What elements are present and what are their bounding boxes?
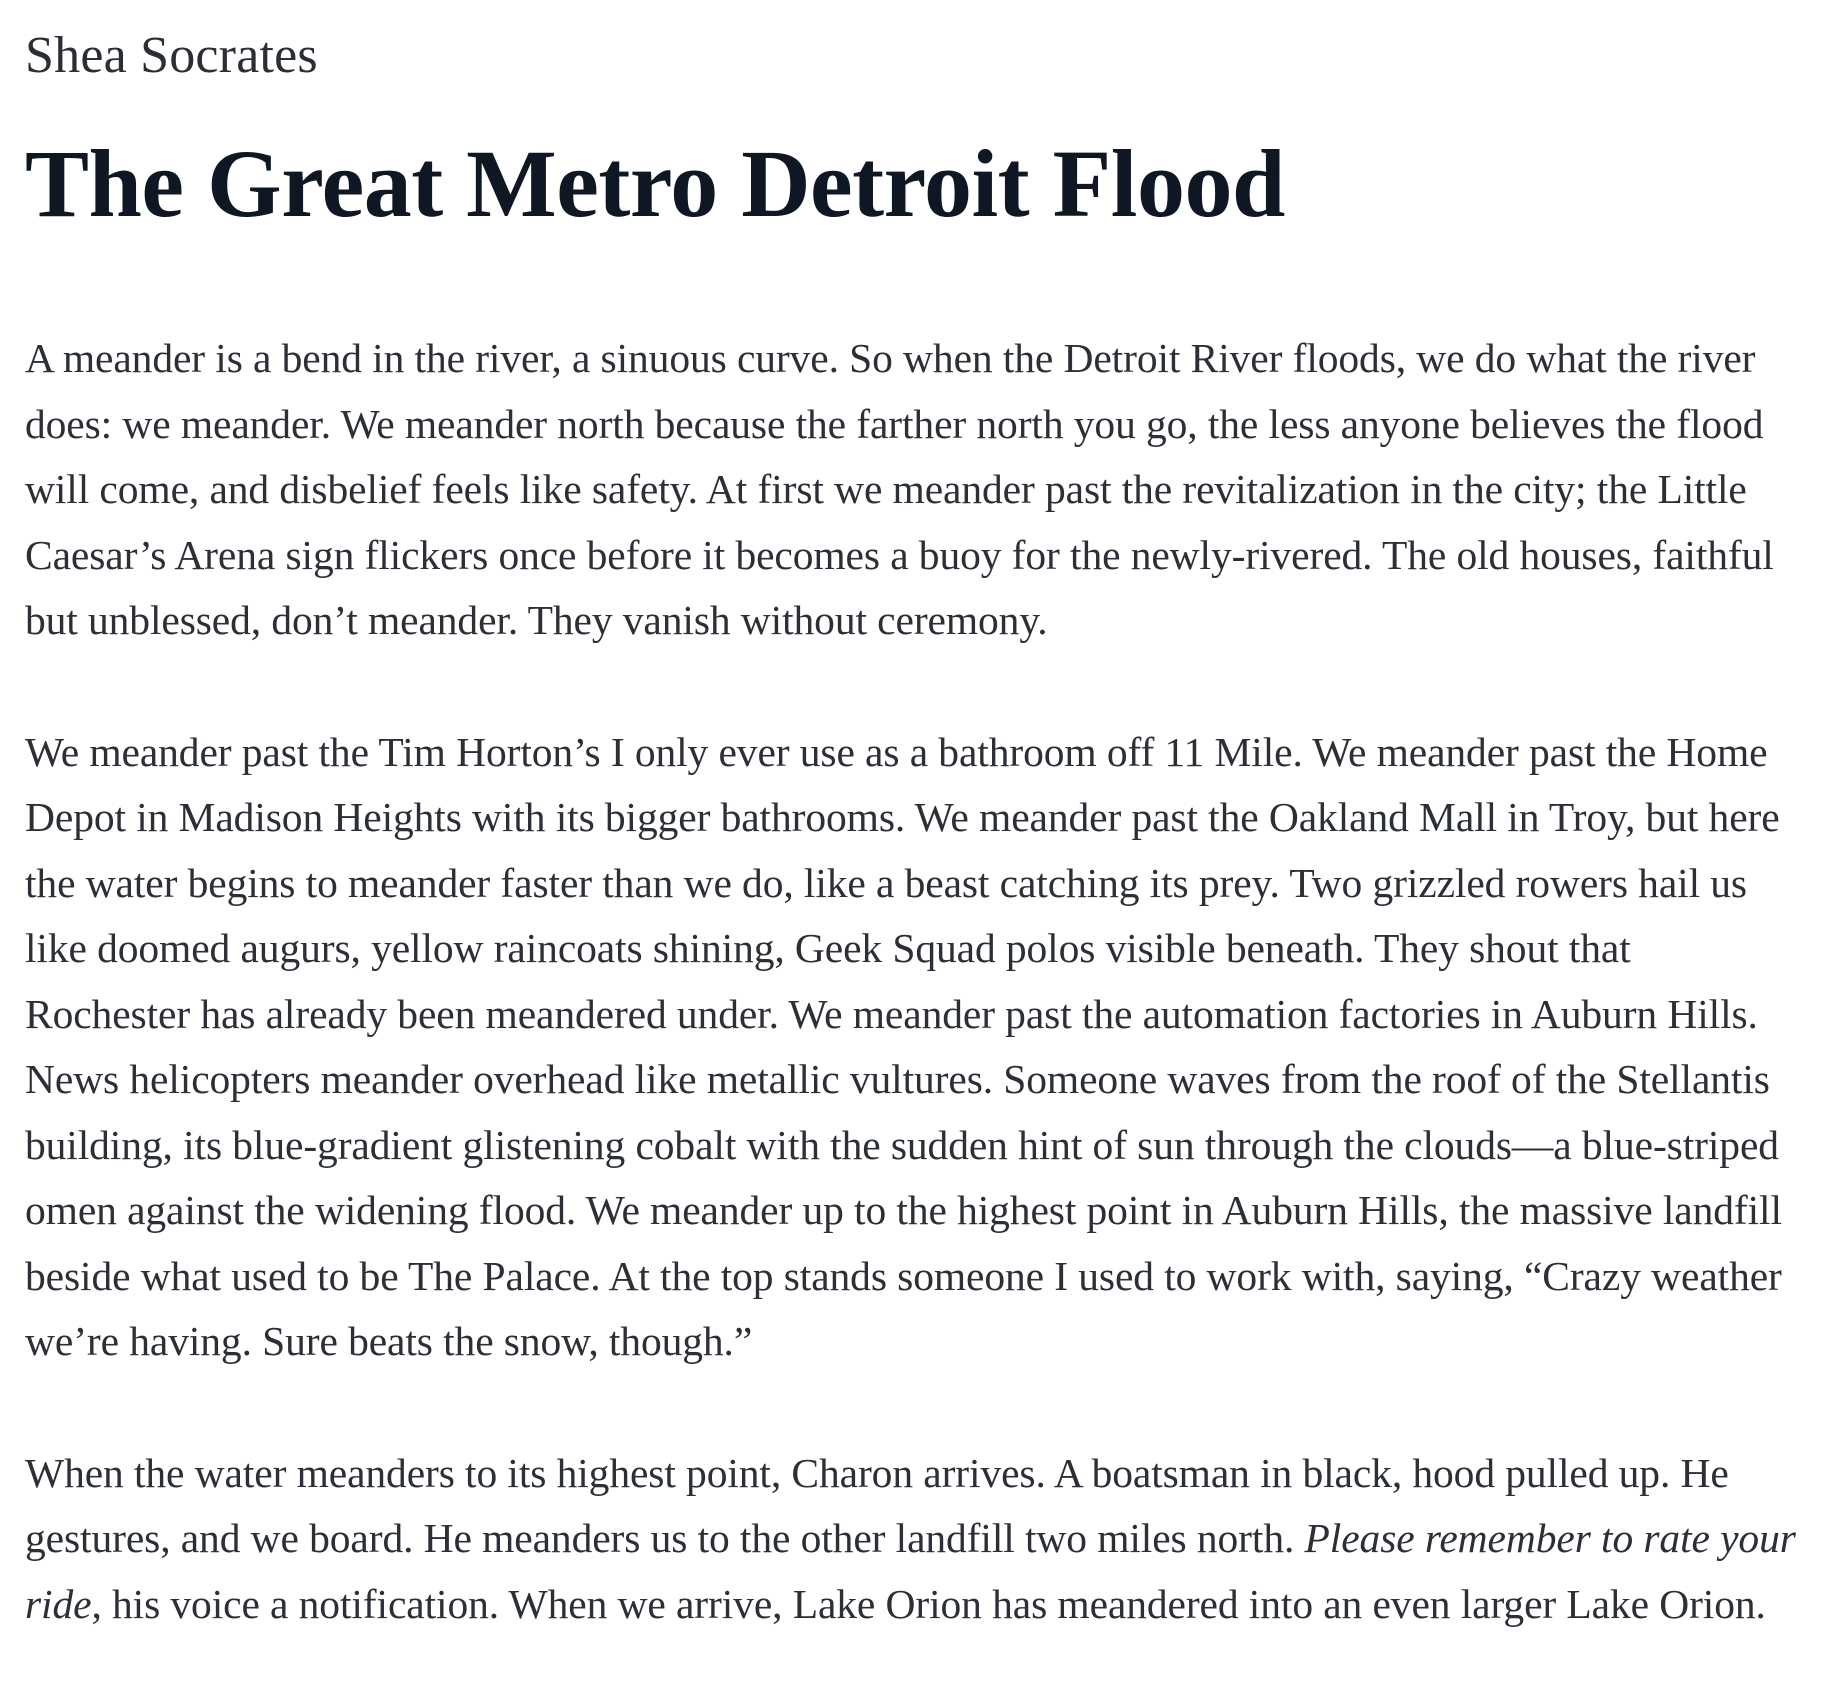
paragraph-3-intro: When the water meanders to its highest point, Charon arrives. A boatsman in black, hood pulled up. He gestures, and we board. He meanders us to the other landfill two miles north. — [25, 1449, 1729, 1561]
story-paragraph-1: A meander is a bend in the river, a sinuous curve. So when the Detroit River floods, we do what the river does: we meander. We meander north because the farther north you go, the less anyone believes the flood will come, and disbelief feels like safety. At first we meander past the revitalization in the city; the Little Caesar’s Arena sign flickers once before it becomes a buoy for the newly-rivered. The old houses, faithful but unblessed, don’t meander. They vanish without ceremony. — [25, 335, 1774, 643]
story-body — [25, 326, 1805, 1637]
story-paragraph-3 — [25, 1441, 1805, 1638]
paragraph-3-italic-quote: Please remember to rate your ride — [25, 1515, 1796, 1627]
author-name: Shea Socrates — [25, 27, 318, 84]
story-paragraph-2: We meander past the Tim Horton’s I only ever use as a bathroom off 11 Mile. We meander past the Home Depot in Madison Heights with its bigger bathrooms. We meander past the Oakland Mall in Troy, but here the water begins to meander faster than we do, like a beast catching its prey. Two grizzled rowers hail us like doomed augurs, yellow raincoats shining, Geek Squad polos visible beneath. They shout that Rochester has already been meandered under. We meander past the automation factories in Auburn Hills. News helicopters meander overhead like metallic vultures. Someone waves from the roof of the Stellantis building, its blue-gradient glistening cobalt with the sudden hint of sun through the clouds—a blue-striped omen against the widening flood. We meander up to the highest point in Auburn Hills, the massive landfill beside what used to be The Palace. At the top stands someone I used to work with, saying, “Crazy weather we’re having. Sure beats the snow, though.” — [25, 728, 1782, 1364]
story-title: The Great Metro Detroit Flood — [25, 130, 1285, 237]
story-page — [25, 24, 1805, 1637]
paragraph-3-outro: , his voice a notification. When we arrive, Lake Orion has meandered into an even larger Lake Orion. — [91, 1580, 1766, 1627]
